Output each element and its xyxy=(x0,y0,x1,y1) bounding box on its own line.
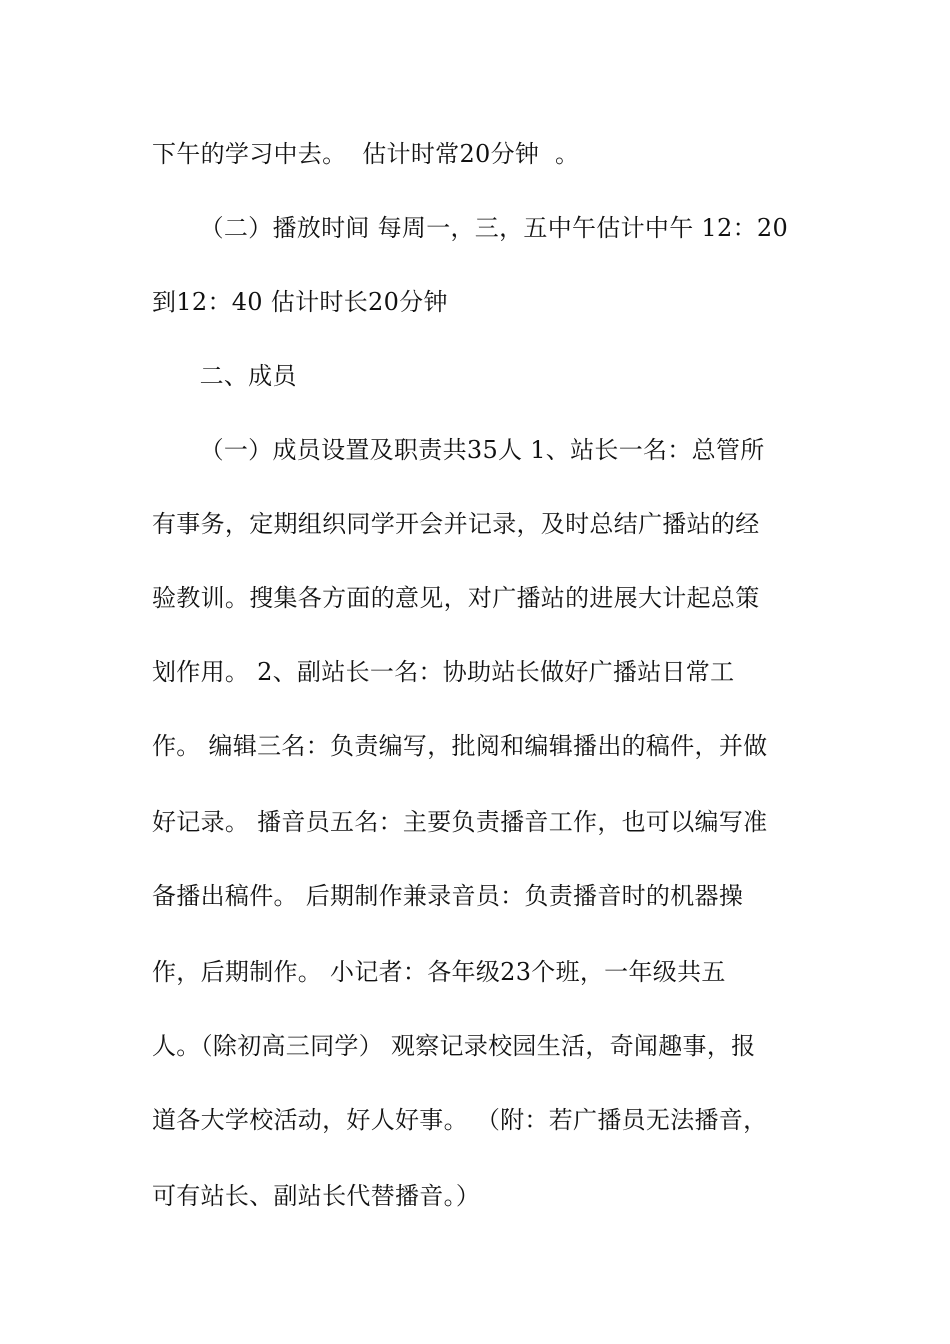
text-line: 备播出稿件。 后期制作兼录音员：负责播音时的机器操 xyxy=(152,882,744,910)
text-line: （一）成员设置及职责共35人 1、站长一名：总管所 xyxy=(152,436,765,464)
text-line: 道各大学校活动，好人好事。 （附：若广播员无法播音， xyxy=(152,1106,768,1134)
text-line: 作。 编辑三名：负责编写，批阅和编辑播出的稿件，并做 xyxy=(152,732,768,760)
text-line: 划作用。 2、副站长一名：协助站长做好广播站日常工 xyxy=(152,658,735,686)
text-line: 人。（除初高三同学） 观察记录校园生活，奇闻趣事，报 xyxy=(152,1032,756,1060)
text-line: 验教训。搜集各方面的意见，对广播站的进展大计起总策 xyxy=(152,584,760,612)
text-line: （二）播放时间 每周一，三，五中午估计中午 12：20 xyxy=(152,214,789,242)
text-line: 可有站长、副站长代替播音。） xyxy=(152,1182,481,1210)
text-line: 有事务，定期组织同学开会并记录，及时总结广播站的经 xyxy=(152,510,760,538)
text-line: 下午的学习中去。 估计时常20分钟 。 xyxy=(152,140,580,168)
text-line: 到12：40 估计时长20分钟 xyxy=(152,288,448,316)
section-heading: 二、成员 xyxy=(152,362,297,390)
text-line: 作，后期制作。 小记者：各年级23个班，一年级共五 xyxy=(152,958,726,986)
text-line: 好记录。 播音员五名：主要负责播音工作，也可以编写准 xyxy=(152,808,768,836)
